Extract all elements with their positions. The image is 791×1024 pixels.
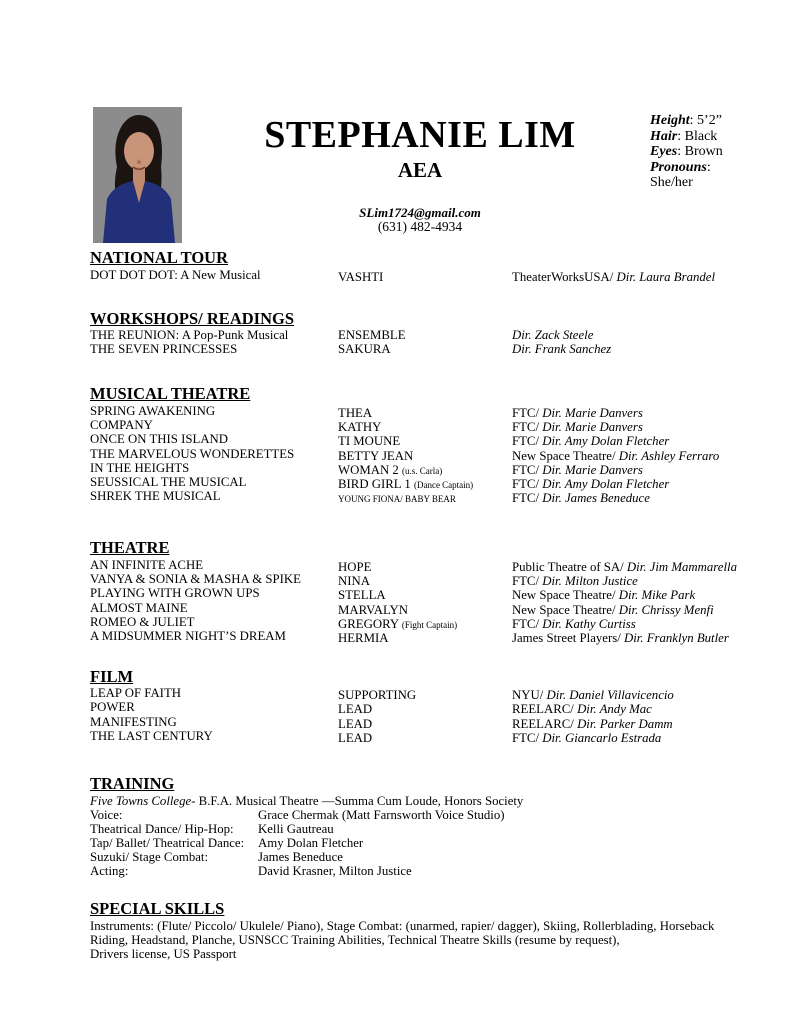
section-title-national-tour: NATIONAL TOUR [90,248,228,267]
credit-row [90,489,790,506]
credit-row [90,729,790,746]
director-name: Dir. Amy Dolan Fletcher [542,477,670,491]
credit-row [90,475,790,489]
skills-line: Riding, Headstand, Planche, USNSCC Training Abilities, Technical Theatre Skills (resume by request), [90,933,620,947]
credit-role: VASHTI [338,270,384,284]
stat-value: : Black [677,128,718,144]
director-name: Dir. Marie Danvers [542,420,643,435]
credit-role [338,631,388,646]
credit-title: SPRING AWAKENING [90,404,216,418]
role-name: LEAD [338,702,373,717]
venue-name: Public Theatre of SA/ [512,560,627,574]
credit-role: SAKURA [338,342,391,356]
phone-number: (631) 482-4934 [377,219,463,234]
credit-row [90,404,790,418]
credit-row [90,432,790,449]
training-instructor: David Krasner, Milton Justice [258,864,412,878]
credit-row [90,615,790,629]
role-name: MARVALYN [338,602,408,617]
physical-stats [650,113,780,191]
venue-name: FTC/ [512,491,543,506]
venue-name: James Street Players/ [512,631,624,645]
section-title-special-skills: SPECIAL SKILLS [90,899,225,918]
director-name: Dir. Jim Mammarella [626,560,737,574]
stat-height [650,113,780,129]
training-instructor: Amy Dolan Fletcher [258,836,364,850]
training-degree [90,794,523,808]
email-address[interactable]: SLim1724@gmail.com [359,205,481,220]
credit-title: ALMOST MAINE [90,600,188,615]
credit-venue [512,731,661,746]
credit-title: MANIFESTING [90,714,177,729]
role-name: HOPE [338,560,372,574]
role-name: WOMAN 2 [338,462,402,477]
section-title-film: FILM [90,667,134,686]
role-name: BETTY JEAN [338,448,414,463]
director-name: Dir. Parker Damm [577,716,673,731]
director-name: Dir. Laura Brandel [616,270,716,284]
credit-row [90,586,790,603]
stat-value: : Brown [677,144,723,159]
venue-name: REELARC/ [512,716,578,731]
union-affiliation: AEA [397,158,443,182]
director-name: Dir. James Beneduce [542,491,650,506]
role-name: SUPPORTING [338,688,417,702]
stat-label: Eyes [650,144,678,159]
venue-name: FTC/ [512,462,543,477]
credit-title: PLAYING WITH GROWN UPS [90,586,260,601]
credit-venue [512,491,650,506]
credit-row [90,629,790,643]
venue-name: FTC/ [512,574,543,589]
role-name: LEAD [338,731,373,746]
credit-title: DOT DOT DOT: A New Musical [90,268,261,282]
section-title-theatre: THEATRE [90,538,170,557]
role-name: BIRD GIRL 1 [338,477,414,491]
credit-row [90,461,790,475]
stat-label: Pronouns [650,159,707,175]
degree-text: - B.F.A. Musical Theatre —Summa Cum Loude, Honors Society [191,794,524,808]
skills-line: Instruments: (Flute/ Piccolo/ Ukulele/ Piano), Stage Combat: (unarmed, rapier/ dagger), Skiing, Rollerblading, Horseback [90,919,715,933]
credit-title: IN THE HEIGHTS [90,460,190,475]
training-instructor: James Beneduce [258,850,343,864]
credit-role [338,491,456,506]
director-name: Dir. Frank Sanchez [512,342,612,356]
section-title-training: TRAINING [90,774,175,793]
venue-name: FTC/ [512,731,543,746]
credit-row [90,558,790,572]
credit-title: ROMEO & JULIET [90,614,195,629]
section-title-workshops: WORKSHOPS/ READINGS [90,309,294,328]
venue-name: FTC/ [512,434,543,449]
credit-row [90,700,790,717]
venue-name: New Space Theatre/ [512,448,619,463]
director-name: Dir. Chrissy Menfi [618,602,714,617]
director-name: Dir. Amy Dolan Fletcher [542,434,670,449]
credit-venue [512,631,729,646]
training-instructor: Kelli Gautreau [258,822,334,836]
credit-title: THE SEVEN PRINCESSES [90,342,238,356]
role-name: STELLA [338,588,386,603]
section-title-musical-theatre: MUSICAL THEATRE [90,384,251,403]
credit-title: THE MARVELOUS WONDERETTES [90,446,295,461]
credit-row [90,447,790,461]
credit-row [90,686,790,700]
director-name: Dir. Milton Justice [542,574,638,589]
school-name: Five Towns College [90,794,192,808]
stat-hair [650,129,780,145]
credit-row [90,715,790,729]
credit-row [90,268,790,282]
director-name: Dir. Franklyn Butler [623,631,729,645]
stat-value: : [706,159,711,175]
role-name: LEAD [338,716,373,731]
stat-value: : 5’2” [689,113,722,128]
credit-title: A MIDSUMMER NIGHT’S DREAM [90,629,286,643]
credit-title: VANYA & SONIA & MASHA & SPIKE [90,572,301,587]
director-name: Dir. Daniel Villavicencio [546,688,674,702]
director-name: Dir. Marie Danvers [542,462,643,477]
credit-row [90,572,790,589]
special-skills-list [90,919,740,961]
credit-title: SHREK THE MUSICAL [90,489,221,504]
venue-name: NYU/ [512,688,547,702]
training-label: Suzuki/ Stage Combat: [90,850,209,864]
role-name: THEA [338,406,373,420]
role-note: (u.s. Carla) [401,465,443,476]
credit-row [90,328,790,342]
training-label: Acting: [90,864,129,878]
applicant-name: STEPHANIE LIM [264,114,576,156]
director-name: Dir. Giancarlo Estrada [542,731,662,746]
credit-row [90,601,790,615]
director-name: Dir. Andy Mac [577,702,652,717]
credit-role: ENSEMBLE [338,328,406,342]
venue-name: FTC/ [512,406,543,420]
role-note: YOUNG FIONA/ BABY BEAR [338,494,456,505]
venue-name: TheaterWorksUSA/ [512,270,617,284]
headshot-photo [93,107,182,243]
credit-title: LEAP OF FAITH [90,686,182,700]
training-instructor: Grace Chermak (Matt Farnsworth Voice Studio) [258,808,505,822]
role-name: TI MOUNE [338,434,401,449]
training-label: Tap/ Ballet/ Theatrical Dance: [90,836,245,850]
credit-title: AN INFINITE ACHE [90,558,204,572]
role-name: HERMIA [338,631,389,645]
stat-pronouns [650,160,780,176]
venue-name: REELARC/ [512,702,578,717]
credit-title: THE LAST CENTURY [90,729,213,744]
credit-title: POWER [90,700,135,715]
director-name: Dir. Ashley Ferraro [618,448,720,463]
role-note: (Dance Captain) [413,480,474,490]
venue-name: FTC/ [512,616,543,631]
credit-title: ONCE ON THIS ISLAND [90,432,229,447]
stat-eyes [650,144,780,160]
venue-name: New Space Theatre/ [512,588,619,603]
director-name: Dir. Marie Danvers [542,406,643,420]
venue-name: New Space Theatre/ [512,602,619,617]
training-label: Theatrical Dance/ Hip-Hop: [90,822,234,836]
stat-label: Height [650,113,690,128]
credit-venue [512,270,715,285]
role-name: KATHY [338,420,382,435]
role-note: (Fight Captain) [401,619,458,630]
credit-row [90,342,790,356]
venue-name: FTC/ [512,420,543,435]
role-name: NINA [338,574,370,589]
stat-label: Hair [650,128,678,144]
training-label: Voice: [90,808,123,822]
stat-pronouns-value: She/her [650,175,693,190]
credit-title: COMPANY [90,418,153,433]
director-name: Dir. Kathy Curtiss [542,616,636,631]
credit-title: THE REUNION: A Pop-Punk Musical [90,328,289,342]
role-name: GREGORY [338,616,402,631]
credit-role [338,731,372,746]
director-name: Dir. Mike Park [618,588,696,603]
credit-title: SEUSSICAL THE MUSICAL [90,475,247,489]
venue-name: FTC/ [512,477,543,491]
skills-line: Drivers license, US Passport [90,947,237,961]
director-name: Dir. Zack Steele [512,328,594,342]
credit-row [90,418,790,435]
